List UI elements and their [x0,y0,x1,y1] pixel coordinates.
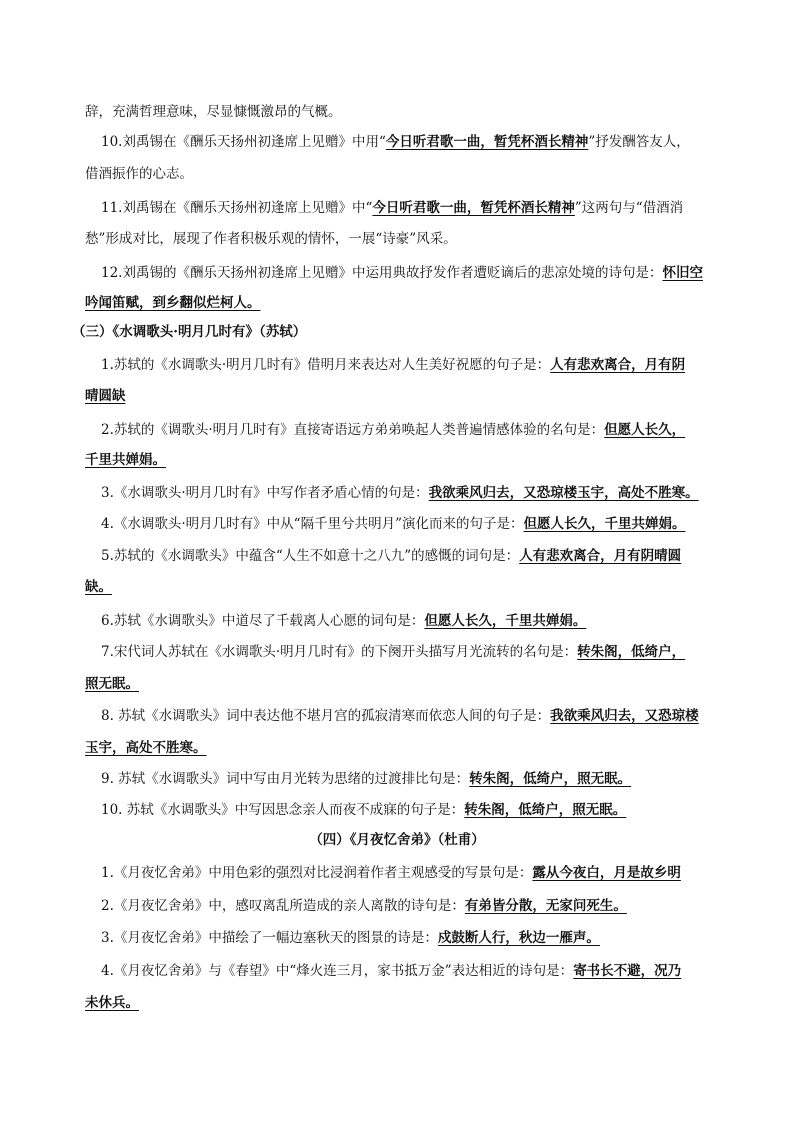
text-line: 11.刘禹锡在《酬乐天扬州初逢席上见赠》中“今日听君歌一曲，暂凭杯酒长精神”这两句与“借酒消 [101,200,684,216]
text-line: 愁”形成对比，展现了作者积极乐观的情怀，一展“诗豪”风采。 [85,231,457,247]
text-line: 3.《月夜忆舍弟》中描绘了一幅边塞秋天的图景的诗是：戍鼓断人行，秋边一雁声。 [101,930,600,946]
text-line: 6.苏轼《水调歌头》中道尽了千载离人心愿的词句是：但愿人长久，千里共婵娟。 [101,613,587,629]
answer-text: 但愿人长久，千里共婵娟。 [424,613,587,629]
text-line [85,578,112,596]
text-line: 3.《水调歌头·明月几时有》中写作者矛盾心情的句是：我欲乘风归去，又恐琼楼玉宇，高处不胜寒。 [101,485,699,501]
text-line [85,675,139,693]
answer-text: 缺。 [85,579,112,595]
text-line: 5.苏轼的《水调歌头》中蕴含“人生不如意十之八九”的感慨的词句是：人有悲欢离合，月有阴晴圆 [101,548,682,564]
text-line: 12.刘禹锡的《酬乐天扬州初逢席上见赠》中运用典故抒发作者遭贬谪后的悲凉处境的诗句是：怀旧空 [101,265,703,281]
answer-text: 千里共婵娟。 [85,452,166,468]
answer-text: 转朱阁，低绮户，照无眠。 [469,771,632,787]
answer-text: 寄书长不避，况乃 [573,963,682,979]
answer-text: 照无眠。 [85,676,139,692]
text-line: 10. 苏轼《水调歌头》中写因思念亲人而夜不成寐的句子是：转朱阁，低绮户，照无眠。 [101,802,627,818]
text-line [85,294,261,312]
answer-text: 吟闻笛赋，到乡翻似烂柯人。 [85,295,261,311]
answer-text: 人有悲欢离合，月有阴晴圆 [519,548,682,564]
answer-text: 有弟皆分散，无家问死生。 [464,898,627,914]
text-line: 7.宋代词人苏轼在《水调歌头·明月几时有》的下阕开头描写月光流转的名句是：转朱阁，低绮户， [101,644,686,660]
answer-text: 转朱阁，低绮户，照无眠。 [464,802,627,818]
answer-text: 今日听君歌一曲，暂凭杯酒长精神 [372,200,575,216]
answer-text: 怀旧空 [662,265,703,281]
text-line: 1.苏轼的《水调歌头·明月几时有》借明月来表达对人生美好祝愿的句子是：人有悲欢离合，月有阴 [101,357,686,373]
text-line: 2.《月夜忆舍弟》中，感叹离乱所造成的亲人离散的诗句是：有弟皆分散，无家问死生。 [101,898,627,914]
answer-text: 人有悲欢离合，月有阴 [550,357,686,373]
text-line [85,739,207,757]
answer-text: 我欲乘风归去，又恐琼楼玉宇，高处不胜寒。 [428,485,699,501]
text-line: 2.苏轼的《调歌头·明月几时有》直接寄语远方弟弟唤起人类普遍情感体验的名句是：但愿人长久， [101,422,686,438]
answer-text: 我欲乘风归去，又恐琼楼 [550,708,699,724]
section-heading-3: （三）《水调歌头·明月几时有》（苏轼） [72,324,307,340]
text-line [85,387,126,405]
answer-text: 但愿人长久，千里共婵娟。 [523,516,686,532]
answer-text: 晴圆缺 [85,388,126,404]
text-line: 10.刘禹锡在《酬乐天扬州初逢席上见赠》中用“今日听君歌一曲，暂凭杯酒长精神”抒发酬答友人， [101,134,690,150]
section-heading-4: （四）《月夜忆舍弟》（杜甫） [309,832,485,848]
text-line [85,994,139,1012]
text-line: 9. 苏轼《水调歌头》词中写由月光转为思绪的过渡排比句是：转朱阁，低绮户，照无眠。 [101,771,632,787]
text-line: 4.《月夜忆舍弟》与《春望》中“烽火连三月，家书抵万金”表达相近的诗句是：寄书长不避，况乃 [101,963,682,979]
text-line [85,451,166,469]
answer-text: 露从今夜白，月是故乡明 [532,865,681,881]
text-line: 4.《水调歌头·明月几时有》中从“隔千里兮共明月”演化而来的句子是：但愿人长久，千里共婵娟。 [101,516,686,532]
answer-text: 玉宇，高处不胜寒。 [85,740,207,756]
answer-text: 今日听君歌一曲，暂凭杯酒长精神 [385,134,589,150]
text-line: 8. 苏轼《水调歌头》词中表达他不堪月宫的孤寂清寒而依恋人间的句子是：我欲乘风归去，又恐琼楼 [101,708,699,724]
text-line: 1.《月夜忆舍弟》中用色彩的强烈对比浸润着作者主观感受的写景句是：露从今夜白，月是故乡明 [101,865,681,881]
text-line: 辞，充满哲理意味，尽显慷慨激昂的气概。 [85,104,342,120]
answer-text: 未休兵。 [85,995,139,1011]
answer-text: 但愿人长久， [604,422,686,438]
answer-text: 戍鼓断人行，秋边一雁声。 [437,930,600,946]
text-line: 借酒振作的心志。 [85,166,193,182]
answer-text: 转朱阁，低绮户， [577,644,686,660]
